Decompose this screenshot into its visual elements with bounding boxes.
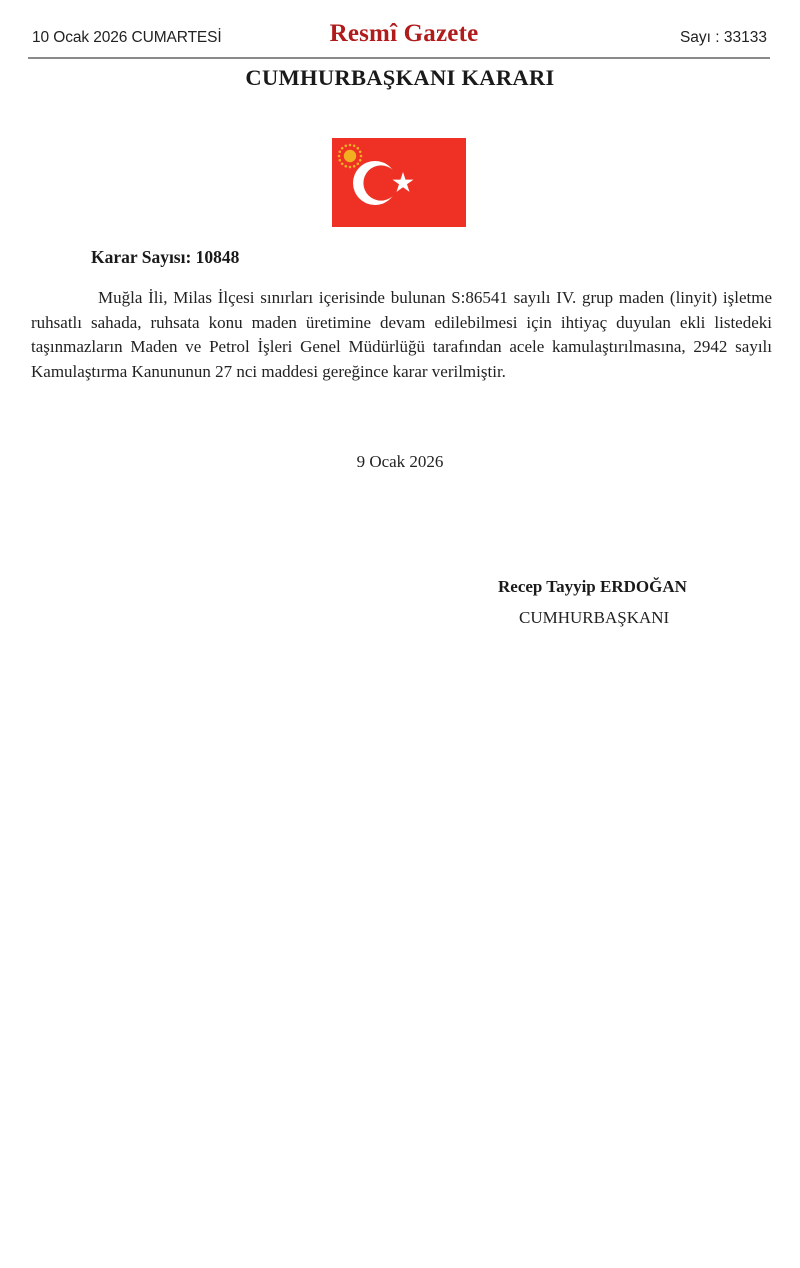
publication-date: 10 Ocak 2026 CUMARTESİ (32, 29, 222, 46)
gazette-title: Resmî Gazete (329, 20, 479, 47)
decree-heading: CUMHURBAŞKANI KARARI (245, 65, 555, 90)
decree-date: 9 Ocak 2026 (356, 452, 444, 471)
turkish-presidential-flag-icon (332, 138, 466, 227)
issue-number: Sayı : 33133 (679, 29, 767, 46)
signatory-name: Recep Tayyip ERDOĞAN (498, 577, 687, 596)
signatory-title: CUMHURBAŞKANI (519, 608, 670, 627)
header-divider (28, 57, 770, 59)
decree-number: Karar Sayısı: 10848 (91, 247, 240, 267)
decree-body-text: Muğla İli, Milas İlçesi sınırları içerisinde bulunan S:86541 sayılı IV. grup maden (linyit) işletme ruhsatlı sahada, ruhsata konu maden üretimine devam edilebilmesi için ihtiyaç duyulan ekli listedeki taşınmazların Maden ve Petrol İşleri Genel Müdürlüğü tarafından acele kamulaştırılmasına, 2942 sayılı Kamulaştırma Kanununun 27 nci maddesi gereğince karar verilmiştir. (31, 288, 772, 381)
